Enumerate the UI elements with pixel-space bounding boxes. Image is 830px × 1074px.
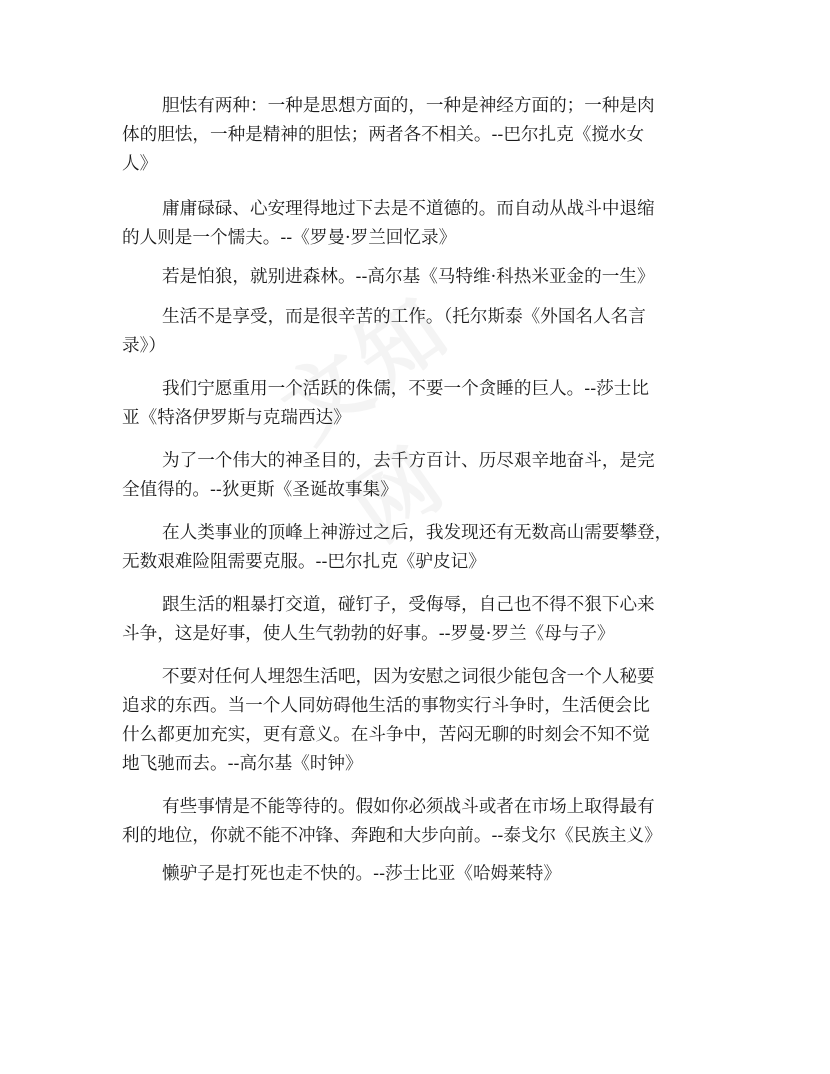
quote-paragraph: 不要对任何人埋怨生活吧，因为安慰之词很少能包含一个人秘要 追求的东西。当一个人同妨碍他生活的事物实行斗争时，生活便会比 什么都更加充实，更有意义。在斗争中，苦闷无聊的时刻会不知不觉 地飞驰而去。--高尔基《时钟》 [122,667,655,774]
quote-paragraph: 生活不是享受，而是很辛苦的工作。（托尔斯泰《外国名人名言 录》） [122,307,646,356]
quote-paragraph: 庸庸碌碌、心安理得地过下去是不道德的。而自动从战斗中退缩 的人则是一个懦夫。--《罗曼·罗兰回忆录》 [122,199,655,248]
quote-paragraph: 在人类事业的顶峰上神游过之后，我发现还有无数高山需要攀登， 无数艰难险阻需要克服。--巴尔扎克《驴皮记》 [122,523,673,572]
quote-paragraph: 有些事情是不能等待的。假如你必须战斗或者在市场上取得最有 利的地位，你就不能不冲锋、奔跑和大步向前。--泰戈尔《民族主义》 [122,797,662,846]
quote-paragraph: 懒驴子是打死也走不快的。--莎士比亚《哈姆莱特》 [162,864,561,884]
quote-paragraph: 我们宁愿重用一个活跃的侏儒，不要一个贪睡的巨人。--莎士比 亚《特洛伊罗斯与克瑞西达》 [122,379,649,428]
quote-paragraph: 若是怕狼，就别进森林。--高尔基《马特维·科热米亚金的一生》 [162,267,655,287]
quote-paragraph: 胆怯有两种：一种是思想方面的，一种是神经方面的；一种是肉 体的胆怯，一种是精神的胆怯；两者各不相关。--巴尔扎克《搅水女 人》 [122,96,655,174]
quote-paragraph: 为了一个伟大的神圣目的，去千方百计、历尽艰辛地奋斗，是完 全值得的。--狄更斯《圣诞故事集》 [122,451,655,500]
quote-paragraph: 跟生活的粗暴打交道，碰钉子，受侮辱，自己也不得不狠下心来 斗争，这是好事，使人生气勃勃的好事。--罗曼·罗兰《母与子》 [122,595,655,644]
